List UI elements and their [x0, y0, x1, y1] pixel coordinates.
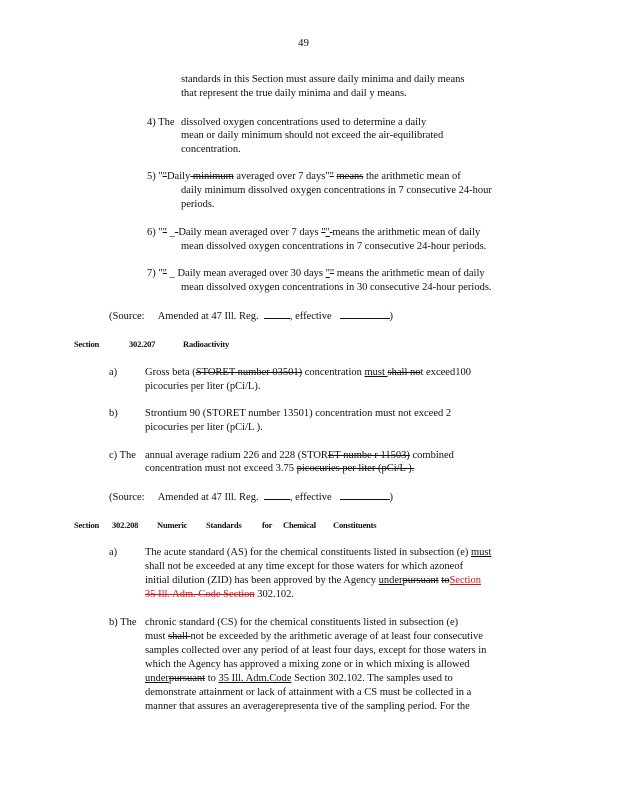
s208-a-deleted-pursuant: pursuant [402, 575, 439, 586]
section-208-title-word-5: Constituents [333, 520, 377, 530]
effective-label: , effective [289, 492, 332, 503]
item-5-label: 5) " [147, 171, 163, 182]
s208-a-line-2: shall not be exceeded at any time except for those waters for which azoneof [145, 561, 464, 572]
s208-a-inserted-under: under [378, 575, 403, 586]
item-7-line-2: mean dissolved oxygen concentrations in 30 consecutive 24-hour periods. [181, 282, 492, 293]
s208-a-letter: a) [109, 547, 118, 558]
item-7-text-b: means the arithmetic mean of daily [334, 268, 485, 279]
effective-label: , effective [289, 311, 332, 322]
s208-b-letter: b) The [109, 617, 137, 628]
source-note-1 [109, 309, 393, 324]
s208-a-line-4 [145, 588, 294, 602]
item-5-text-a: averaged over 7 days" [233, 171, 330, 182]
section-207-number: 302.207 [129, 339, 156, 349]
source-text: Amended at 47 Ill. Reg. [157, 492, 259, 503]
item-5-text-c: the arithmetic mean of [363, 171, 461, 182]
s207-a-deleted-storet: STORET number 03501) [195, 367, 303, 378]
intro-line-1: standards in this Section must assure daily minima and daily means [181, 74, 465, 85]
s208-b-line-5 [145, 672, 453, 686]
section-208-title-word-2: Standards [206, 520, 242, 530]
source-note-2 [109, 490, 393, 505]
s207-c-text-a: annual average radium 226 and 228 (STOR [145, 450, 328, 461]
item-6-label: 6) " [147, 227, 163, 238]
item-6-deleted-quote: " [162, 227, 167, 238]
s208-b-inserted-under: under [145, 673, 169, 684]
s208-a-line-1 [145, 546, 491, 560]
s208-b-line-7: manner that assures an averagerepresenta tive of the sampling period. For the [145, 701, 470, 712]
s208-a-section-ref: 302.102. [254, 589, 295, 600]
page-number: 49 [298, 37, 309, 49]
s208-a-text-b: initial dilution (ZID) has been approved by the Agency [145, 575, 379, 586]
item-5-deleted-quote-2: " [329, 171, 334, 182]
intro-line-2: that represent the true daily minima and dail y means. [181, 88, 407, 99]
item-5-deleted-quote: " [162, 171, 167, 182]
s207-a-text-c: t exceed100 [420, 367, 471, 378]
item-6-deleted-dash: - [174, 227, 179, 238]
s207-c-line-2 [145, 462, 414, 476]
item-5-line-2: daily minimum dissolved oxygen concentrations in 7 consecutive 24-hour [181, 185, 492, 196]
s208-b-line-2 [145, 630, 483, 644]
s207-a-line-2: picocuries per liter (pCi/L). [145, 381, 261, 392]
effective-date-blank [340, 309, 390, 319]
s208-b-inserted-must: must [145, 631, 169, 642]
s207-c-line-1 [145, 449, 454, 463]
item-4-line-3: concentration. [181, 144, 241, 155]
item-5-deleted-word: minimum [190, 171, 234, 182]
item-7-deleted-quote-2: " [329, 268, 335, 279]
s207-a-deleted-shall: shall no [387, 367, 421, 378]
s208-b-line-4: which the Agency has approved a mixing zone or in which mixing is allowed [145, 659, 470, 670]
s208-a-line-3 [145, 574, 481, 588]
source-label: (Source: [109, 492, 145, 503]
s207-a-text-a: Gross beta ( [145, 367, 196, 378]
s208-b-text-to: to [205, 673, 219, 684]
item-7-label: 7) " [147, 268, 163, 279]
s208-a-inserted-section: Section [449, 575, 481, 586]
source-label: (Source: [109, 311, 145, 322]
s208-b-text-b: Section 302.102. The samples used to [291, 673, 453, 684]
item-7-text-a: _ Daily mean averaged over 30 days [166, 268, 326, 279]
s207-a-inserted-must: must [364, 367, 388, 378]
s207-b-line-2: picocuries per liter (pCi/L ). [145, 422, 263, 433]
section-208-label: Section [74, 520, 100, 530]
s207-b-letter: b) [109, 408, 118, 419]
item-4-line-2: mean or daily minimum should not exceed the air-equilibrated [181, 130, 444, 141]
s208-b-deleted-pursuant: pursuant [168, 673, 206, 684]
s208-b-deleted-shall: shall [168, 631, 191, 642]
s207-c-text-b: combined [409, 450, 454, 461]
s208-b-line-3: samples collected over any period of at least four days, except for those waters in [145, 645, 487, 656]
s208-a-deleted-code-ref: 35 Ill. Adm. Code Section [145, 589, 255, 600]
s207-c-letter: c) The [109, 450, 136, 461]
register-blank [264, 309, 290, 319]
s207-a-line-1 [145, 366, 471, 380]
s208-b-line-1: chronic standard (CS) for the chemical constituents listed in subsection (e) [145, 617, 459, 628]
item-6-text-a: Daily mean averaged over 7 days [178, 227, 322, 238]
s208-a-deleted-to: to [441, 575, 450, 586]
s208-b-inserted-code-ref: 35 Ill. Adm.Code [218, 673, 292, 684]
s207-b-line-1: Strontium 90 (STORET number 13501) concentration must not exceed 2 [145, 408, 452, 419]
s208-b-text-a: not be exceeded by the arithmetic average of at least four consecutive [190, 631, 483, 642]
item-6-text-b: means the arithmetic mean of daily [332, 227, 481, 238]
s207-a-text-b: concentration [302, 367, 365, 378]
s207-c-deleted-units: picocuries per liter (pCi/L ). [296, 463, 415, 474]
section-208-title-word-3: for [262, 520, 273, 530]
item-6-line-2: mean dissolved oxygen concentrations in 7 consecutive 24-hour periods. [181, 241, 487, 252]
item-5-line-3: periods. [181, 199, 215, 210]
item-7-deleted-quote: " [162, 268, 167, 279]
s207-c-deleted-storet: ET numbe r 11503) [327, 450, 410, 461]
item-7-inserted-quote: " [325, 268, 330, 279]
s207-c-text-c: concentration must not exceed 3.75 [145, 463, 297, 474]
item-6-lead: _ [166, 227, 175, 238]
item-7-line-1 [147, 267, 485, 281]
s207-a-letter: a) [109, 367, 118, 378]
item-6-inserted-quote: " [325, 227, 330, 238]
source-text: Amended at 47 Ill. Reg. [157, 311, 259, 322]
section-208-title-word-1: Numeric [157, 520, 188, 530]
section-208-title-word-4: Chemical [283, 520, 316, 530]
item-4-label: 4) The [147, 117, 175, 128]
source-close: ) [389, 311, 394, 322]
s208-a-text-a: The acute standard (AS) for the chemical constituents listed in subsection (e) [145, 547, 471, 558]
source-close: ) [389, 492, 394, 503]
effective-date-blank [340, 490, 390, 500]
section-208-number: 302.208 [112, 520, 139, 530]
item-4-line-1: dissolved oxygen concentrations used to determine a daily [181, 117, 427, 128]
register-blank [264, 490, 290, 500]
item-5-lead: Daily [166, 171, 191, 182]
item-6-deleted-quote-2: " [321, 227, 326, 238]
item-6-line-1 [147, 226, 480, 240]
s208-b-line-6: demonstrate attainment or lack of attainment with a CS must be collected in a [145, 687, 472, 698]
s208-a-inserted-must: must [470, 547, 492, 558]
item-5-deleted-means: means [336, 171, 364, 182]
section-207-label: Section [74, 339, 100, 349]
section-207-title: Radioactivity [183, 339, 230, 349]
item-5-line-1 [147, 170, 461, 184]
